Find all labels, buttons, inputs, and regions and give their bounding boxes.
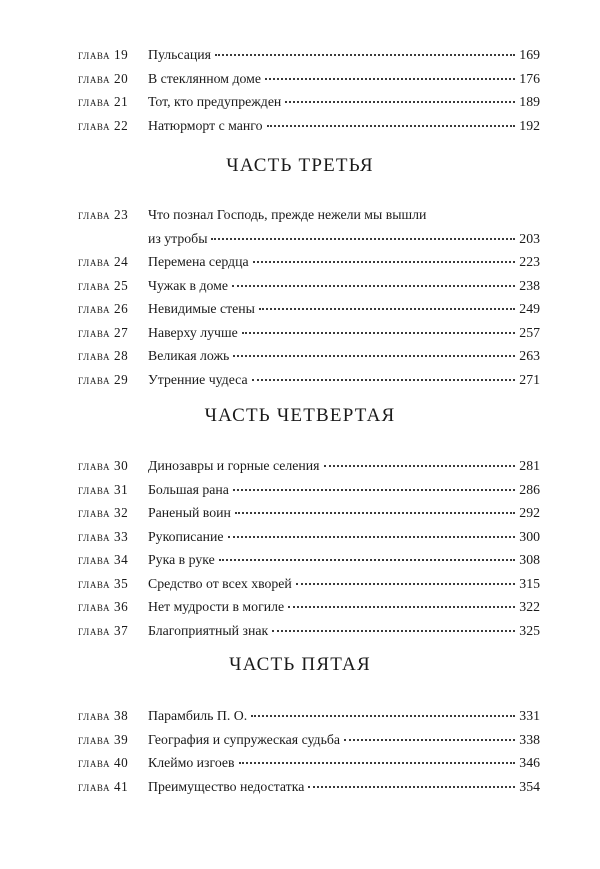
chapter-title: Перемена сердца bbox=[148, 254, 249, 269]
dot-leader bbox=[235, 511, 515, 514]
dot-leader bbox=[308, 785, 515, 788]
chapter-number: глава 32 bbox=[78, 505, 129, 520]
chapter-title: Благоприятный знак bbox=[148, 622, 269, 638]
page-number: 354 bbox=[519, 778, 540, 794]
chapter-number: глава 29 bbox=[78, 371, 129, 387]
toc-entry[interactable] bbox=[78, 454, 540, 478]
toc-entry[interactable] bbox=[78, 274, 540, 298]
chapter-title: Натюрморт с манго bbox=[148, 117, 263, 133]
dot-leader bbox=[252, 378, 516, 381]
toc-entry[interactable] bbox=[78, 67, 540, 91]
part-heading-four: ЧАСТЬ ЧЕТВЕРТАЯ bbox=[204, 405, 396, 426]
dot-leader bbox=[211, 237, 515, 240]
toc-entry[interactable] bbox=[78, 775, 540, 799]
chapter-number: глава 19 bbox=[78, 47, 129, 62]
chapter-title: География и супружеская судьба bbox=[148, 731, 341, 747]
toc-group-part-five bbox=[78, 704, 540, 798]
page-number: 189 bbox=[519, 94, 540, 109]
chapter-title-line1: Что познал Господь, прежде нежели мы вышли bbox=[148, 207, 427, 222]
chapter-number: глава 30 bbox=[78, 458, 129, 473]
toc-entry[interactable] bbox=[78, 704, 540, 728]
chapter-number: глава 38 bbox=[78, 708, 129, 723]
chapter-number: глава 24 bbox=[78, 254, 129, 269]
page-number: 176 bbox=[519, 70, 540, 86]
chapter-number: глава 41 bbox=[78, 778, 129, 794]
dot-leader bbox=[232, 284, 515, 287]
toc-entry[interactable] bbox=[78, 344, 540, 368]
chapter-title: Чужак в доме bbox=[148, 277, 228, 293]
chapter-title: Нет мудрости в могиле bbox=[148, 599, 285, 614]
dot-leader bbox=[267, 124, 516, 127]
page-number: 325 bbox=[519, 622, 540, 638]
dot-leader bbox=[219, 558, 516, 561]
toc-entry[interactable] bbox=[78, 595, 540, 619]
toc-entry[interactable] bbox=[78, 114, 540, 138]
part-heading-three: ЧАСТЬ ТРЕТЬЯ bbox=[226, 155, 374, 176]
page-number: 286 bbox=[519, 481, 540, 497]
chapter-number: глава 25 bbox=[78, 277, 129, 293]
page-number: 338 bbox=[519, 731, 540, 747]
chapter-number: глава 39 bbox=[78, 731, 129, 747]
dot-leader bbox=[242, 331, 516, 334]
page-number: 331 bbox=[519, 708, 540, 723]
chapter-title-line2: из утробы bbox=[148, 230, 208, 246]
dot-leader bbox=[251, 714, 515, 717]
chapter-title: Преимущество недостатка bbox=[148, 778, 305, 794]
toc-entry[interactable] bbox=[78, 368, 540, 392]
dot-leader bbox=[233, 488, 515, 491]
chapter-number: глава 21 bbox=[78, 94, 129, 109]
part-heading-five: ЧАСТЬ ПЯТАЯ bbox=[229, 654, 371, 675]
toc-entry[interactable] bbox=[78, 321, 540, 345]
chapter-title: Клеймо изгоев bbox=[148, 755, 235, 770]
chapter-number: глава 23 bbox=[78, 207, 129, 222]
chapter-number: глава 20 bbox=[78, 70, 129, 86]
page-number: 346 bbox=[519, 755, 540, 770]
toc-entry[interactable] bbox=[78, 525, 540, 549]
chapter-number: глава 22 bbox=[78, 117, 129, 133]
toc-entry[interactable] bbox=[78, 548, 540, 572]
toc-entry[interactable] bbox=[78, 619, 540, 643]
dot-leader bbox=[253, 260, 516, 263]
dot-leader bbox=[324, 464, 516, 467]
chapter-title: Большая рана bbox=[148, 481, 229, 497]
page-number: 223 bbox=[519, 254, 540, 269]
toc-entry[interactable] bbox=[78, 203, 540, 250]
dot-leader bbox=[285, 100, 515, 103]
page-number: 192 bbox=[519, 117, 540, 133]
chapter-title: Динозавры и горные селения bbox=[148, 458, 320, 473]
toc-entry[interactable] bbox=[78, 728, 540, 752]
chapter-title: Утренние чудеса bbox=[148, 371, 248, 387]
page-number: 257 bbox=[519, 324, 540, 340]
dot-leader bbox=[265, 77, 515, 80]
chapter-title: Парамбиль П. О. bbox=[148, 708, 248, 723]
toc-entry[interactable] bbox=[78, 572, 540, 596]
chapter-number: глава 33 bbox=[78, 528, 129, 544]
chapter-number: глава 36 bbox=[78, 599, 129, 614]
chapter-title: Рука в руке bbox=[148, 552, 215, 567]
chapter-title: В стеклянном доме bbox=[148, 70, 261, 86]
chapter-number: глава 27 bbox=[78, 324, 129, 340]
page-number: 271 bbox=[519, 371, 540, 387]
chapter-number: глава 35 bbox=[78, 575, 129, 591]
page-number: 300 bbox=[519, 528, 540, 544]
toc-entry[interactable] bbox=[78, 43, 540, 67]
chapter-title: Раненый воин bbox=[148, 505, 231, 520]
page-number: 203 bbox=[519, 230, 540, 246]
chapter-number: глава 31 bbox=[78, 481, 129, 497]
toc-entry[interactable] bbox=[78, 90, 540, 114]
dot-leader bbox=[296, 582, 515, 585]
page-number: 292 bbox=[519, 505, 540, 520]
toc-entry[interactable] bbox=[78, 250, 540, 274]
page-number: 249 bbox=[519, 301, 540, 316]
toc-group-continued bbox=[78, 43, 540, 137]
chapter-title: Невидимые стены bbox=[148, 301, 255, 316]
dot-leader bbox=[272, 629, 515, 632]
page-number: 263 bbox=[519, 348, 540, 363]
dot-leader bbox=[288, 605, 515, 608]
dot-leader bbox=[228, 535, 516, 538]
page-number: 169 bbox=[519, 47, 540, 62]
page-number: 238 bbox=[519, 277, 540, 293]
toc-entry[interactable] bbox=[78, 297, 540, 321]
chapter-number: глава 26 bbox=[78, 301, 129, 316]
chapter-title: Тот, кто предупрежден bbox=[148, 94, 282, 109]
chapter-title: Средство от всех хворей bbox=[148, 575, 292, 591]
dot-leader bbox=[259, 307, 515, 310]
toc-entry[interactable] bbox=[78, 478, 540, 502]
dot-leader bbox=[344, 738, 515, 741]
toc-entry[interactable] bbox=[78, 501, 540, 525]
toc-group-part-three bbox=[78, 203, 540, 391]
dot-leader bbox=[215, 53, 515, 56]
dot-leader bbox=[233, 354, 515, 357]
chapter-title: Великая ложь bbox=[148, 348, 230, 363]
toc-group-part-four bbox=[78, 454, 540, 642]
dot-leader bbox=[239, 761, 516, 764]
chapter-number: глава 40 bbox=[78, 755, 129, 770]
chapter-title: Рукописание bbox=[148, 528, 224, 544]
page-number: 281 bbox=[519, 458, 540, 473]
page-number: 308 bbox=[519, 552, 540, 567]
page-number: 322 bbox=[519, 599, 540, 614]
toc-entry[interactable] bbox=[78, 751, 540, 775]
chapter-title: Наверху лучше bbox=[148, 324, 238, 340]
chapter-number: глава 37 bbox=[78, 622, 129, 638]
chapter-number: глава 28 bbox=[78, 348, 129, 363]
chapter-number: глава 34 bbox=[78, 552, 129, 567]
page-number: 315 bbox=[519, 575, 540, 591]
chapter-title: Пульсация bbox=[148, 47, 211, 62]
